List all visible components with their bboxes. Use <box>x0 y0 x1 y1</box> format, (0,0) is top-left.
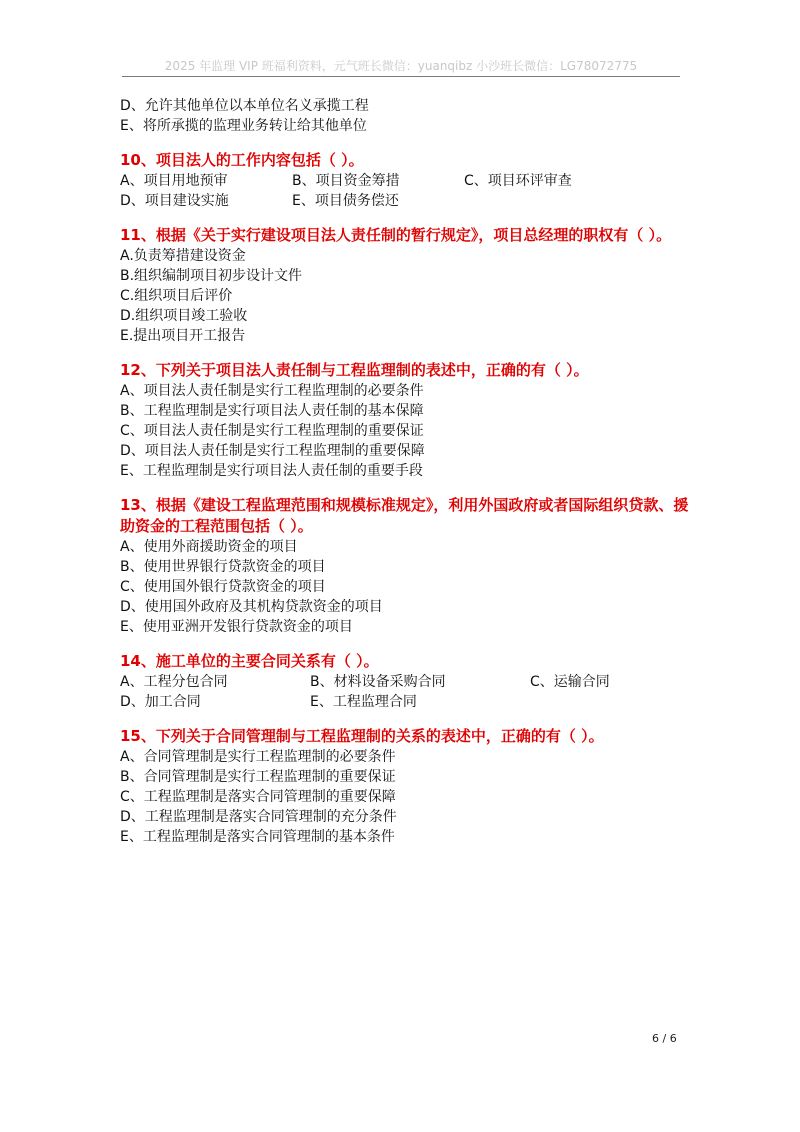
question-10 <box>120 150 700 211</box>
option-line: B、合同管理制是实行工程监理制的重要保证 <box>120 769 396 785</box>
option-line: A.负责筹措建设资金 <box>120 248 246 264</box>
option-line: A、项目法人责任制是实行工程监理制的必要条件 <box>120 383 424 399</box>
question-title: 11、根据《关于实行建设项目法人责任制的暂行规定》，项目总经理的职权有（ ）。 <box>120 226 672 244</box>
question-title: 15、下列关于合同管理制与工程监理制的关系的表述中，正确的有（ ）。 <box>120 727 604 745</box>
option-line: C、工程监理制是落实合同管理制的重要保障 <box>120 789 396 805</box>
question-title: 13、根据《建设工程监理范围和规模标准规定》，利用外国政府或者国际组织贷款、援助资金的工程范围包括（ ）。 <box>120 496 689 535</box>
question-15 <box>120 726 700 847</box>
option-line: D、项目法人责任制是实行工程监理制的重要保障 <box>120 443 425 459</box>
option-line: A、使用外商援助资金的项目 <box>120 539 298 555</box>
option-line: D、工程监理制是落实合同管理制的充分条件 <box>120 809 397 825</box>
option-line: C、项目法人责任制是实行工程监理制的重要保证 <box>120 423 424 439</box>
question-title: 14、施工单位的主要合同关系有（ ）。 <box>120 652 379 670</box>
option-line: D.组织项目竣工验收 <box>120 308 248 324</box>
options-row <box>120 191 700 211</box>
question-14 <box>120 651 700 712</box>
options-row <box>120 692 700 712</box>
page-header: 2025 年监理 VIP 班福利资料，元气班长微信：yuanqibz 小沙班长微信：LG78072775 <box>164 59 638 73</box>
option: C、项目环评审查 <box>464 173 572 189</box>
option-line: B、工程监理制是实行项目法人责任制的基本保障 <box>120 403 424 419</box>
options-row <box>120 171 700 191</box>
option-line: C、使用国外银行贷款资金的项目 <box>120 579 326 595</box>
intro-options <box>120 96 700 136</box>
option-line: D、允许其他单位以本单位名义承揽工程 <box>120 98 369 114</box>
option-line: D、使用国外政府及其机构贷款资金的项目 <box>120 599 383 615</box>
option-line: B、使用世界银行贷款资金的项目 <box>120 559 326 575</box>
option-line: E、工程监理制是实行项目法人责任制的重要手段 <box>120 463 423 479</box>
option-line: A、合同管理制是实行工程监理制的必要条件 <box>120 749 396 765</box>
question-12 <box>120 360 700 481</box>
option: A、工程分包合同 <box>120 674 228 690</box>
option-line: E、工程监理制是落实合同管理制的基本条件 <box>120 829 395 845</box>
options-row <box>120 672 700 692</box>
question-title: 12、下列关于项目法人责任制与工程监理制的表述中，正确的有（ ）。 <box>120 361 589 379</box>
page-number: 6 / 6 <box>652 1032 677 1045</box>
header-divider <box>122 76 680 77</box>
option-line: E、使用亚洲开发银行贷款资金的项目 <box>120 619 353 635</box>
option-line: E、将所承揽的监理业务转让给其他单位 <box>120 118 367 134</box>
question-11 <box>120 225 700 346</box>
option: E、工程监理合同 <box>310 694 417 710</box>
question-13 <box>120 495 700 637</box>
option: C、运输合同 <box>530 674 610 690</box>
option-line: B.组织编制项目初步设计文件 <box>120 268 303 284</box>
question-title: 10、项目法人的工作内容包括（ ）。 <box>120 151 364 169</box>
option: A、项目用地预审 <box>120 173 228 189</box>
option: B、材料设备采购合同 <box>310 674 446 690</box>
page-content <box>120 96 700 847</box>
option: B、项目资金筹措 <box>292 173 400 189</box>
option: D、项目建设实施 <box>120 193 229 209</box>
option: D、加工合同 <box>120 694 201 710</box>
option-line: C.组织项目后评价 <box>120 288 233 304</box>
option-line: E.提出项目开工报告 <box>120 328 246 344</box>
option: E、项目债务偿还 <box>292 193 399 209</box>
